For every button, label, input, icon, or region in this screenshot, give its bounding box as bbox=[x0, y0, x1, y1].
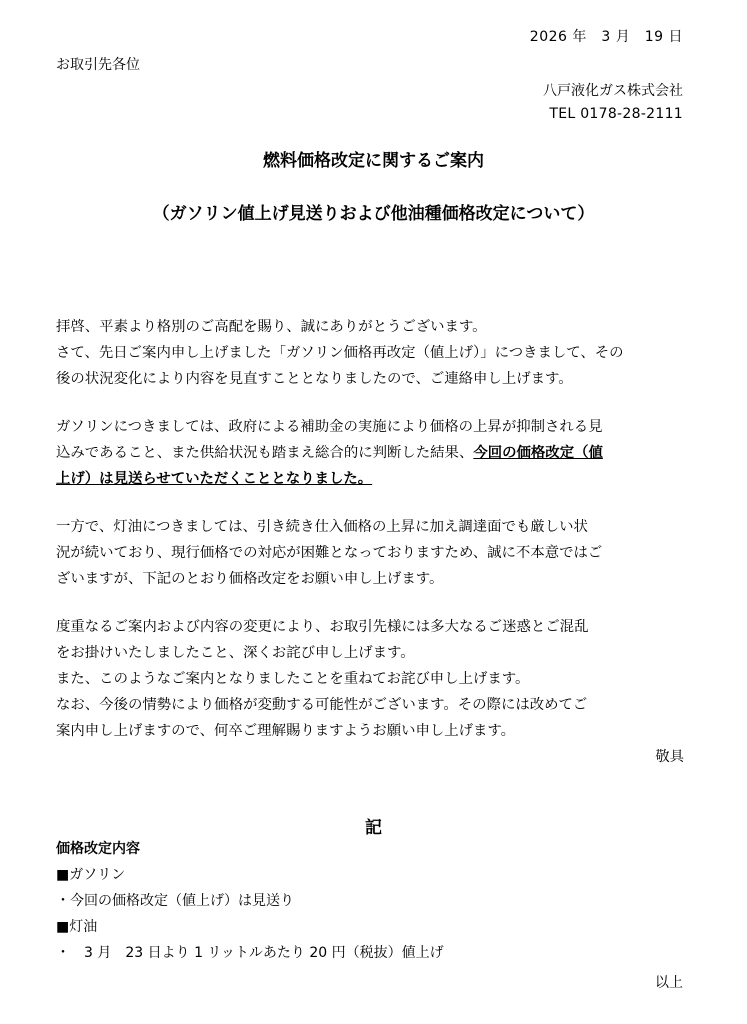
company-name: 八戸液化ガス株式会社 bbox=[543, 83, 683, 99]
body-line: また、このようなご案内となりましたことを重ねてお詫び申し上げます。 bbox=[56, 671, 530, 687]
body-line: 況が続いており、現行価格での対応が困難となっておりますため、誠に不本意ではご bbox=[56, 545, 603, 561]
document-title: 燃料価格改定に関するご案内 bbox=[263, 151, 484, 171]
kerosene-label: ■灯油 bbox=[56, 919, 98, 935]
body-text: 込みであること、また供給状況も踏まえ総合的に判断した結果、 bbox=[56, 445, 474, 461]
body-line: 度重なるご案内および内容の変更により、お取引先様には多大なるご迷惑とご混乱 bbox=[56, 619, 589, 635]
letter-body bbox=[56, 314, 684, 770]
body-line: なお、今後の情勢により価格が変動する可能性がございます。その際には改めてご bbox=[56, 697, 588, 713]
kerosene-item: ・ 3 月 23 日より 1 リットルあたり 20 円（税抜）値上げ bbox=[56, 945, 444, 961]
emphasis-text: 上げ）は見送らせていただくこととなりました。 bbox=[56, 471, 373, 487]
gasoline-label: ■ガソリン bbox=[56, 867, 126, 883]
body-line: 後の状況変化により内容を見直すこととなりましたので、ご連絡申し上げます。 bbox=[56, 371, 573, 387]
closing-ijo: 以上 bbox=[655, 975, 683, 991]
document-subtitle: （ガソリン値上げ見送りおよび他油種価格改定について） bbox=[152, 204, 595, 224]
document-date: 2026 年 3 月 19 日 bbox=[529, 29, 683, 45]
closing-keigu: 敬具 bbox=[655, 749, 684, 765]
ki-heading: 記 bbox=[365, 818, 382, 838]
body-line: 案内申し上げますので、何卒ご理解賜りますようお願い申し上げます。 bbox=[56, 723, 516, 739]
body-line bbox=[56, 466, 684, 492]
recipient: お取引先各位 bbox=[56, 57, 140, 73]
emphasis-text: 今回の価格改定（値 bbox=[473, 445, 603, 461]
body-line: ガソリンにつきましては、政府による補助金の実施により価格の上昇が抑制される見 bbox=[56, 419, 603, 435]
body-line bbox=[56, 440, 684, 466]
details-heading: 価格改定内容 bbox=[56, 841, 140, 857]
body-line: 一方で、灯油につきましては、引き続き仕入価格の上昇に加え調達面でも厳しい状 bbox=[56, 519, 588, 535]
body-line: さて、先日ご案内申し上げました「ガソリン価格再改定（値上げ）」につきまして、その bbox=[56, 345, 624, 361]
body-line: をお掛けいたしましたこと、深くお詫び申し上げます。 bbox=[56, 645, 415, 661]
gasoline-item: ・今回の価格改定（値上げ）は見送り bbox=[56, 893, 294, 909]
company-tel: TEL 0178-28-2111 bbox=[549, 106, 683, 122]
body-line: 拝啓、平素より格別のご高配を賜り、誠にありがとうございます。 bbox=[56, 319, 487, 335]
price-revision-details bbox=[56, 836, 684, 966]
body-line: ざいますが、下記のとおり価格改定をお願い申し上げます。 bbox=[56, 571, 444, 587]
